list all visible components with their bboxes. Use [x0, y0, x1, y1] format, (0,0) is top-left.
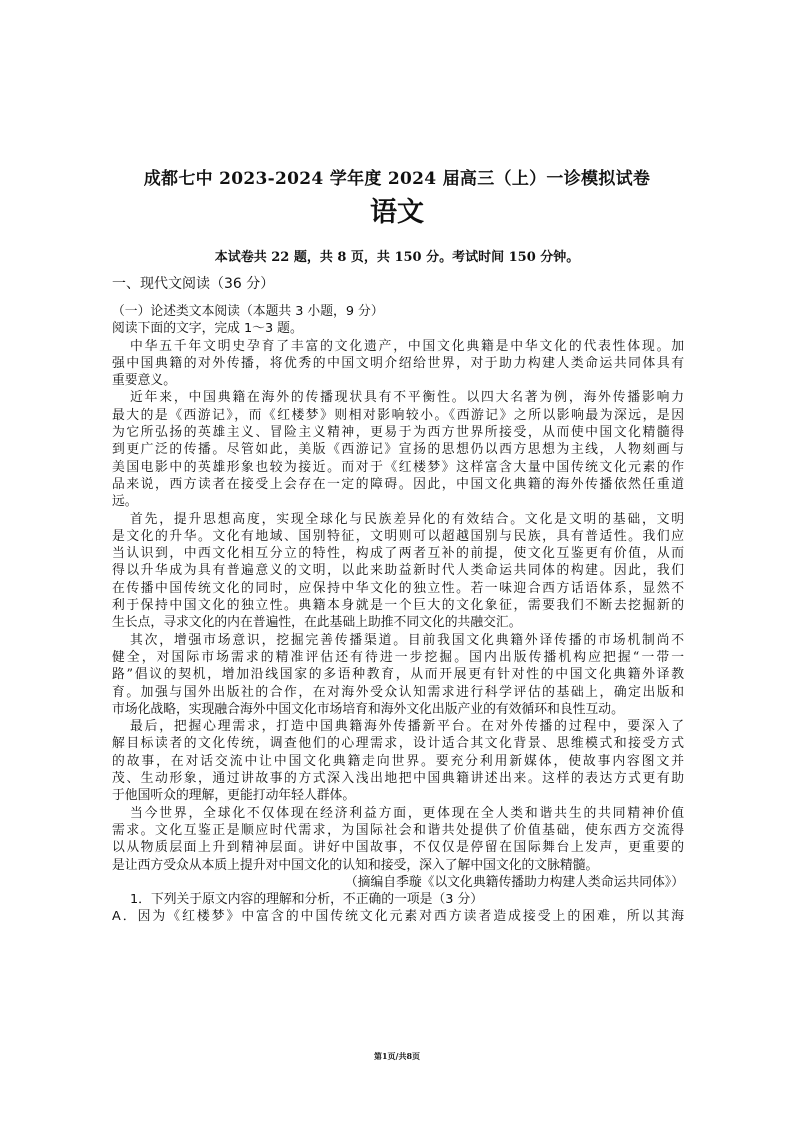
question-1-option-a: A．因为《红楼梦》中富含的中国传统文化元素对西方读者造成接受上的困难，所以其海: [112, 909, 684, 925]
paragraph: [112, 632, 684, 718]
paragraph-line: 路”倡议的契机，增加沿线国家的多语种教育，从而开展更有针对性的中国文化典籍外译教: [112, 667, 684, 683]
paragraph-line: 最大的是《西游记》，而《红楼梦》则相对影响较小。《西游记》之所以影响最为深远，是因: [112, 407, 684, 423]
paragraph-line: 最后，把握心理需求，打造中国典籍海外传播新平台。在对外传播的过程中，要深入了: [130, 719, 684, 735]
part-heading: （一）论述类文本阅读（本题共 3 小题，9 分）: [112, 304, 384, 319]
paragraph-line: 美国电影中的英雄形象也较为接近。而对于《红楼梦》这样富含大量中国传统文化元素的作: [112, 459, 684, 475]
page-number: 第1页/共8页: [373, 1051, 421, 1061]
paragraph-line: 近年来，中国典籍在海外的传播现状具有不平衡性。以四大名著为例，海外传播影响力: [130, 390, 684, 406]
paragraph-line: 需求。文化互鉴正是顺应时代需求，为国际社会和谐共处提供了价值基础，使东西方交流得: [112, 822, 684, 838]
paragraph-line: 重要意义。: [112, 373, 176, 389]
paragraph: [112, 338, 684, 390]
subject-title: 语文: [370, 197, 424, 228]
paragraph-line: 是文化的升华。文化有地域、国别特征，文明则可以超越国别与民族，具有普适性。我们应: [112, 528, 684, 544]
paragraph-line: 品来说，西方读者在接受上会存在一定的障碍。因此，中国文化典籍的海外传播依然任重道: [112, 476, 684, 492]
paragraph-line: 是让西方受众从本质上提升对中国文化的认知和接受，深入了解中国文化的文脉精髓。: [112, 857, 599, 873]
paragraph-line: 生长点，寻求文化的内在普遍性，在此基础上助推不同文化的共融交汇。: [112, 615, 522, 631]
paragraph-line: 健全，对国际市场需求的精准评估还有待进一步挖掘。国内出版传播机构应把握“一带一: [112, 649, 684, 665]
paragraph-line: 解目标读者的文化传统，调查他们的心理需求，设计适合其文化背景、思维模式和接受方式: [112, 736, 684, 752]
paragraph-line: 首先，提升思想高度，实现全球化与民族差异化的有效结合。文化是文明的基础，文明: [130, 511, 684, 527]
paragraphs: [112, 338, 684, 874]
paragraph-line: 远。: [112, 494, 138, 510]
paragraph-line: 的故事，在对话交流中让中国文化典籍走向世界。要充分利用新媒体，使故事内容图文并: [112, 753, 684, 769]
instruction: 阅读下面的文字，完成 1～3 题。: [112, 321, 303, 337]
exam-title: 成都七中 2023-2024 学年度 2024 届高三（上）一诊模拟试卷: [143, 169, 651, 189]
paragraph: [112, 389, 684, 510]
exam-info: 本试卷共 22 题，共 8 页，共 150 分。考试时间 150 分钟。: [214, 250, 580, 265]
paragraph-line: 为它所弘扬的英雄主义、冒险主义精神，更易于为西方世界所接受，从而使中国文化精髓得: [112, 425, 684, 441]
reading-passage: [112, 303, 684, 926]
paragraph-line: 茂、生动形象，通过讲故事的方式深入浅出地把中国典籍讲述出来。这样的表达方式更有助: [112, 771, 684, 787]
section-heading: 一、现代文阅读（36 分）: [112, 276, 275, 292]
paragraph-line: 强中国典籍的对外传播，将优秀的中国文明介绍给世界，对于助力构建人类命运共同体具有: [112, 355, 684, 371]
paragraph-line: 中华五千年文明史孕育了丰富的文化遗产，中国文化典籍是中华文化的代表性体现。加: [130, 338, 684, 354]
question-1: 1．下列关于原文内容的理解和分析，不正确的一项是（3 分）: [130, 892, 484, 908]
paragraph: [112, 718, 684, 804]
paragraph-line: 以从物质层面上升到精神层面。讲好中国故事，不仅仅是停留在国际舞台上发声，更重要的: [112, 840, 684, 856]
paragraph: [112, 805, 684, 874]
paragraph-line: 到更广泛的传播。尽管如此，美版《西游记》宣扬的思想仍以西方思想为主线，人物刻画与: [112, 442, 684, 458]
paragraph-line: 育。加强与国外出版社的合作，在对海外受众认知需求进行科学评估的基础上，确定出版和: [112, 684, 684, 700]
paragraph-line: 在传播中国传统文化的同时，应保持中华文化的独立性。若一味迎合西方话语体系，显然不: [112, 580, 684, 596]
paragraph-line: 市场化战略，实现融合海外中国文化市场培育和海外文化出版产业的有效循环和良性互动。: [112, 701, 624, 717]
source-citation: （摘编自季璇《以文化典籍传播助力构建人类命运共同体》）: [344, 874, 684, 890]
paragraph-line: 当今世界，全球化不仅体现在经济利益方面，更体现在全人类和谐共生的共同精神价值: [130, 805, 684, 821]
paragraph: [112, 511, 684, 632]
paragraph-line: 利于保持中国文化的独立性。典籍本身就是一个巨大的文化象征，需要我们不断去挖掘新的: [112, 598, 684, 614]
paragraph-line: 其次，增强市场意识，挖掘完善传播渠道。目前我国文化典籍外译传播的市场机制尚不: [130, 632, 684, 648]
paragraph-line: 得以升华成为具有普遍意义的文明，以此来助益新时代人类命运共同体的构建。因此，我们: [112, 563, 684, 579]
paragraph-line: 于他国听众的理解，更能打动年轻人群体。: [112, 788, 356, 804]
paragraph-line: 当认识到，中西文化相互分立的特性，构成了两者互补的前提，使文化互鉴更有价值，从而: [112, 546, 684, 562]
